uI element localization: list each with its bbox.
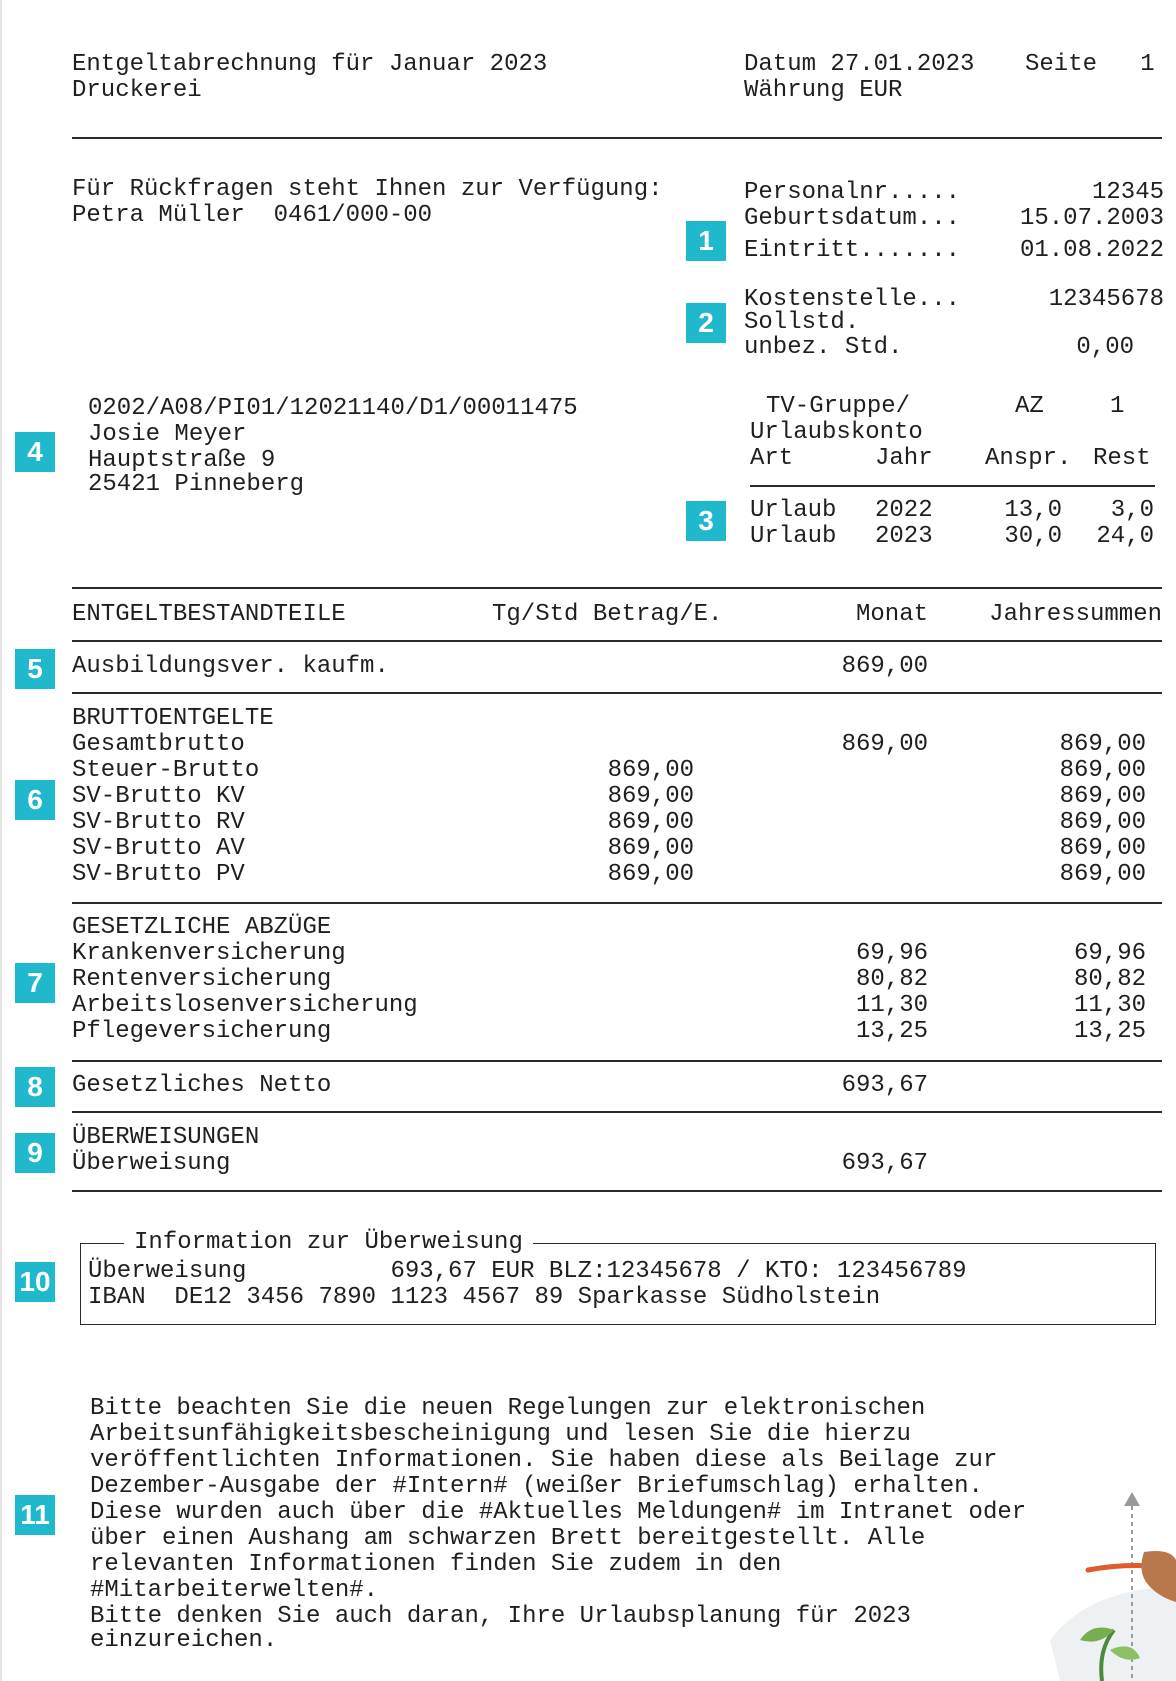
vacation-row-entitlement: 13,0 [1004,497,1062,524]
deduction-row-month: 80,82 [855,966,928,993]
brutto-row-amount: 869,00 [607,757,694,784]
transfers-divider [72,1190,1162,1192]
vacation-row-year: 2022 [875,497,933,524]
table-top-divider [72,587,1162,589]
vacation-divider [750,485,1155,487]
transfer-info-iban: IBAN DE12 3456 7890 1123 4567 89 Sparkasse Südholstein [88,1284,881,1311]
vacation-account-label: Urlaubskonto [750,419,923,446]
tv-group-label: TV-Gruppe/ [766,393,911,420]
unpaid-hours-value: 0,00 [1076,334,1134,361]
currency: Währung EUR [744,77,903,104]
vacation-row-entitlement: 30,0 [1004,523,1062,550]
vacation-col-rest: Rest [1093,445,1151,472]
brutto-row-label: SV-Brutto AV [72,835,245,862]
badge-1: 1 [686,221,726,261]
notice-line: Diese wurden auch über die #Aktuelles Meldungen# im Intranet oder [90,1499,1027,1526]
badge-6: 6 [15,780,55,820]
brutto-heading: BRUTTOENTGELTE [72,705,274,732]
badge-11: 11 [15,1495,55,1535]
transfers-heading: ÜBERWEISUNGEN [72,1124,260,1151]
company-name: Druckerei [72,77,202,104]
contact-person: Petra Müller 0461/000-00 [72,202,433,229]
vacation-row-year: 2023 [875,523,933,550]
personnel-number-label: Personalnr..... [744,179,961,206]
brutto-row-month: 869,00 [841,731,928,758]
az-label: AZ [1015,393,1044,420]
brutto-row-label: SV-Brutto RV [72,809,245,836]
brutto-row-label: Gesamtbrutto [72,731,245,758]
transfer-label: Überweisung [72,1150,231,1177]
recipient-city: 25421 Pinneberg [88,471,305,498]
net-month: 693,67 [841,1072,928,1099]
badge-9: 9 [15,1133,55,1173]
deduction-row-label: Krankenversicherung [72,940,346,967]
deductions-heading: GESETZLICHE ABZÜGE [72,914,332,941]
badge-2: 2 [686,303,726,343]
unpaid-hours-label: unbez. Std. [744,334,903,361]
training-label: Ausbildungsver. kaufm. [72,653,389,680]
notice-line: Bitte denken Sie auch daran, Ihre Urlaubsplanung für 2023 [90,1603,911,1630]
transfer-info-line: Überweisung 693,67 EUR BLZ:12345678 / KTO: 123456789 [88,1258,967,1285]
deduction-row-label: Rentenversicherung [72,966,332,993]
deduction-row-yearly: 80,82 [1073,966,1146,993]
notice-line: #Mitarbeiterwelten#. [90,1577,379,1604]
vacation-col-year: Jahr [875,445,933,472]
net-label: Gesetzliches Netto [72,1072,332,1099]
brutto-row-amount: 869,00 [607,835,694,862]
badge-3: 3 [686,501,726,541]
brutto-row-yearly: 869,00 [1059,783,1146,810]
brutto-row-label: SV-Brutto KV [72,783,245,810]
vacation-col-art: Art [750,445,794,472]
cost-center-label: Kostenstelle... [744,286,961,313]
vacation-col-entitlement: Anspr. [985,445,1072,472]
entry-date-value: 01.08.2022 [1019,237,1164,264]
brutto-row-yearly: 869,00 [1059,835,1146,862]
badge-10: 10 [15,1262,55,1302]
birthdate-value: 15.07.2003 [1019,205,1164,232]
brutto-divider [72,902,1162,904]
badge-7: 7 [15,963,55,1003]
badge-4: 4 [15,432,55,472]
brutto-row-amount: 869,00 [607,809,694,836]
deduction-row-month: 69,96 [855,940,928,967]
transfer-month: 693,67 [841,1150,928,1177]
hand-plant-illustration [1040,1490,1176,1681]
address-code: 0202/A08/PI01/12021140/D1/00011475 [88,395,578,422]
page-number: Seite 1 [1025,51,1155,78]
brutto-row-yearly: 869,00 [1059,731,1146,758]
contact-intro: Für Rückfragen steht Ihnen zur Verfügung: [72,176,663,203]
notice-line: relevanten Informationen finden Sie zudem in den [90,1551,782,1578]
deduction-row-yearly: 11,30 [1073,992,1146,1019]
table-header-divider [72,640,1162,642]
vacation-row-art: Urlaub [750,523,837,550]
deduction-row-month: 13,25 [855,1018,928,1045]
birthdate-label: Geburtsdatum... [744,205,961,232]
brutto-row-label: SV-Brutto PV [72,861,245,888]
cost-center-value: 12345678 [1048,286,1164,313]
brutto-row-amount: 869,00 [607,861,694,888]
brutto-row-yearly: 869,00 [1059,861,1146,888]
brutto-row-yearly: 869,00 [1059,757,1146,784]
notice-line: einzureichen. [90,1627,278,1654]
target-hours-label: Sollstd. [744,309,860,336]
recipient-street: Hauptstraße 9 [88,447,276,474]
col-header-month: Monat [855,601,928,628]
az-value: 1 [1110,393,1125,420]
header-divider [72,137,1162,139]
brutto-row-amount: 869,00 [607,783,694,810]
deduction-row-label: Arbeitslosenversicherung [72,992,418,1019]
vacation-row-rest: 24,0 [1096,523,1154,550]
deduction-row-yearly: 69,96 [1073,940,1146,967]
deduction-row-month: 11,30 [855,992,928,1019]
recipient-name: Josie Meyer [88,421,247,448]
statement-title: Entgeltabrechnung für Januar 2023 [72,51,548,78]
col-header-yearly: Jahressummen [989,601,1162,628]
brutto-row-yearly: 869,00 [1059,809,1146,836]
badge-5: 5 [15,649,55,689]
page-left-edge [0,0,2,1681]
personnel-number-value: 12345 [1091,179,1164,206]
notice-line: Bitte beachten Sie die neuen Regelungen zur elektronischen [90,1395,926,1422]
deduction-row-yearly: 13,25 [1073,1018,1146,1045]
entry-date-label: Eintritt....... [744,237,961,264]
deductions-divider [72,1060,1162,1062]
training-divider [72,692,1162,694]
transfer-info-title: Information zur Überweisung [124,1230,533,1256]
col-header-amount: Tg/Std Betrag/E. [492,601,723,628]
net-divider [72,1111,1162,1113]
notice-line: über einen Aushang am schwarzen Brett bereitgestellt. Alle [90,1525,926,1552]
training-month: 869,00 [841,653,928,680]
brutto-row-label: Steuer-Brutto [72,757,260,784]
statement-date: Datum 27.01.2023 [744,51,975,78]
notice-line: Dezember-Ausgabe der #Intern# (weißer Briefumschlag) erhalten. [90,1473,983,1500]
vacation-row-art: Urlaub [750,497,837,524]
deduction-row-label: Pflegeversicherung [72,1018,332,1045]
notice-line: veröffentlichten Informationen. Sie haben diese als Beilage zur [90,1447,998,1474]
vacation-row-rest: 3,0 [1110,497,1154,524]
badge-8: 8 [15,1067,55,1107]
col-header-components: ENTGELTBESTANDTEILE [72,601,346,628]
notice-line: Arbeitsunfähigkeitsbescheinigung und lesen Sie die hierzu [90,1421,911,1448]
